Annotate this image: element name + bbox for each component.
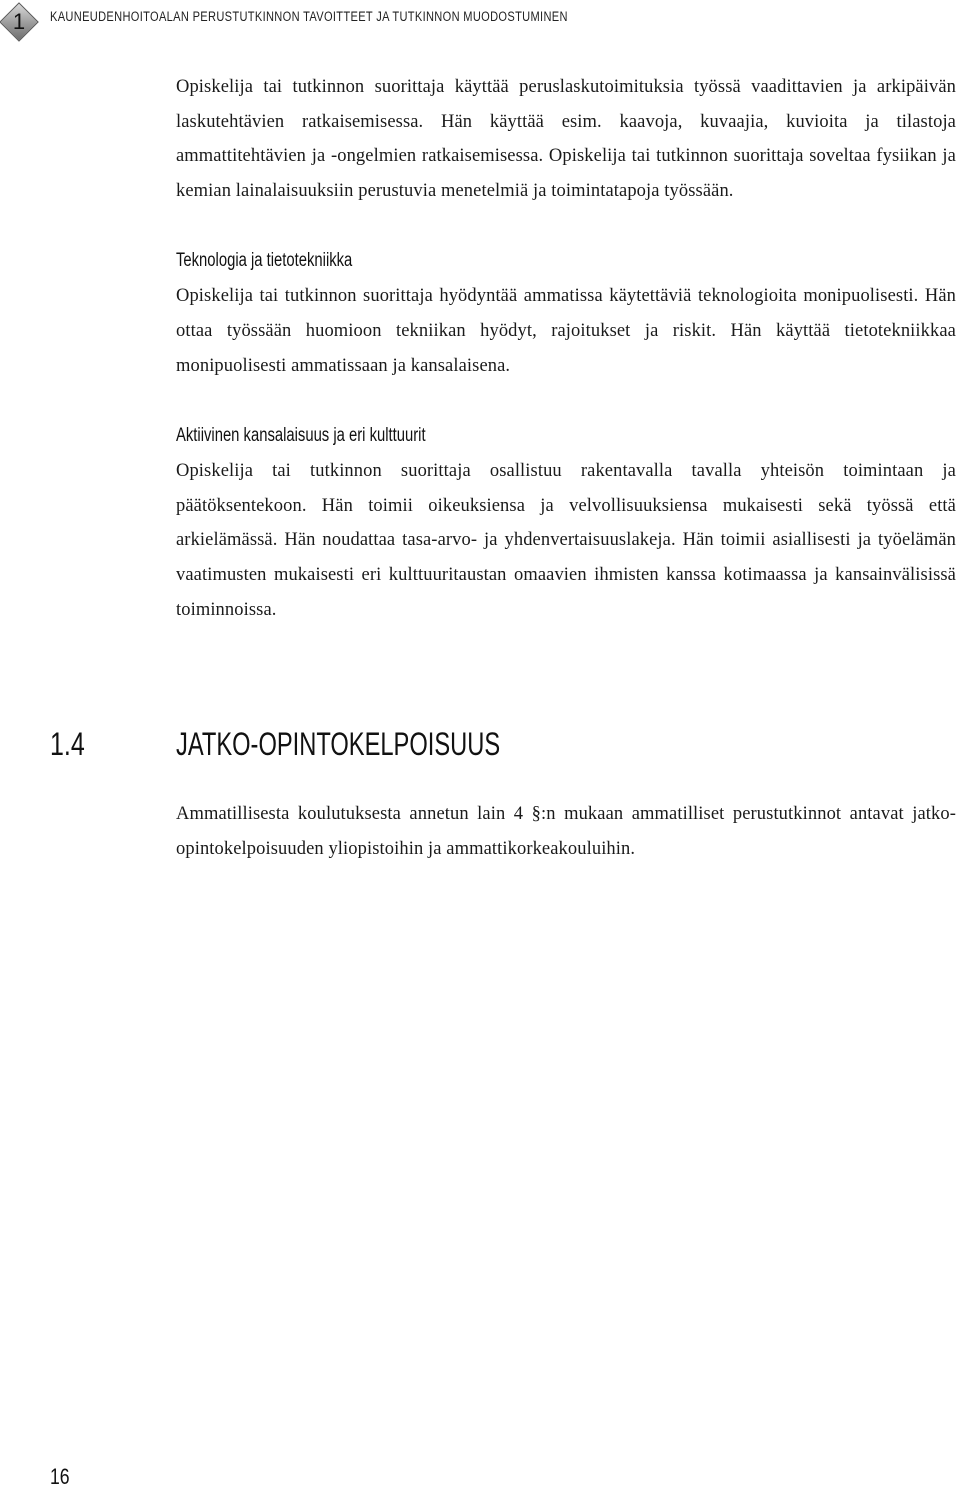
section-1-4-paragraph: Ammatillisesta koulutuksesta annetun lain 4 §:n mukaan ammatilliset perustutkinnot antavat jatko-opintokelpoisuuden yliopistoihin ja ammattikorkeakouluihin. bbox=[176, 804, 956, 859]
main-content bbox=[176, 70, 956, 627]
section-text-teknologia: Opiskelija tai tutkinnon suorittaja hyödyntää ammatissa käytettäviä teknologioita monipuolisesti. Hän ottaa työssään huomioon tekniikan hyödyt, rajoitukset ja riskit. Hän käyttää tietotekniikkaa monipuolisesti ammatissaan ja kansalaisena. bbox=[176, 286, 956, 376]
section-title: JATKO-OPINTOKELPOISUUS bbox=[176, 726, 501, 762]
chapter-marker bbox=[0, 5, 36, 41]
section-heading-teknologia: Teknologia ja tietotekniikka bbox=[176, 250, 353, 272]
section-heading-kansalaisuus: Aktiivinen kansalaisuus ja eri kulttuurit bbox=[176, 425, 426, 447]
page-number: 16 bbox=[50, 1464, 70, 1489]
chapter-number: 1 bbox=[12, 9, 26, 34]
running-header: KAUNEUDENHOITOALAN PERUSTUTKINNON TAVOITTEET JA TUTKINNON MUODOSTUMINEN bbox=[50, 9, 568, 24]
intro-paragraph: Opiskelija tai tutkinnon suorittaja käyttää peruslaskutoimituksia työssä vaadittavien ja arkipäivän laskutehtävien ratkaisemisessa. Hän käyttää esim. kaavoja, kuvaajia, kuvioita ja tilastoja ammattitehtävien ja -ongelmien ratkaisemisessa. Opiskelija tai tutkinnon suorittaja soveltaa fysiikan ja kemian lainalaisuuksiin perustuvia menetelmiä ja toimintatapoja työssään. bbox=[176, 77, 956, 201]
section-text-kansalaisuus: Opiskelija tai tutkinnon suorittaja osallistuu rakentavalla tavalla yhteisön toimintaan ja päätöksentekoon. Hän toimii oikeuksiensa ja velvollisuuksiensa mukaisesti sekä työssä että arkielämässä. Hän noudattaa tasa-arvo- ja yhdenvertaisuuslakeja. Hän toimii asiallisesti ja työelämän vaatimusten mukaisesti eri kulttuuritaustan omaavien ihmisten kanssa kotimaassa ja kansainvälisissä toiminnoissa. bbox=[176, 461, 956, 620]
section-1-4-content bbox=[176, 797, 956, 866]
section-number: 1.4 bbox=[50, 726, 85, 762]
